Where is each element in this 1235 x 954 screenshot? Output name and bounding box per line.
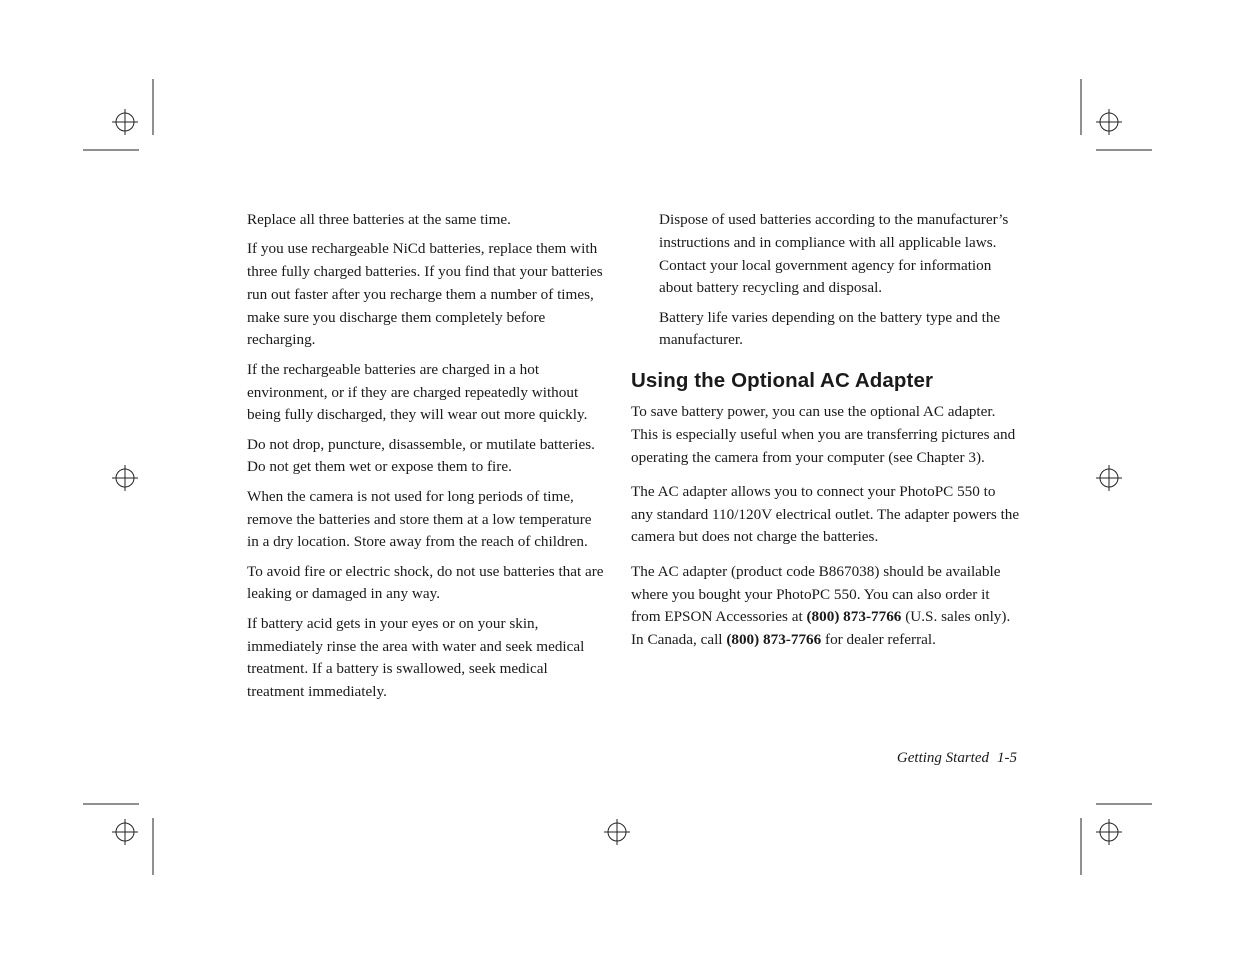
paragraph: Replace all three batteries at the same time. — [247, 211, 511, 228]
section-heading: Using the Optional AC Adapter — [631, 369, 934, 392]
paragraph: To avoid fire or electric shock, do not use batteries that are leaking or damaged in any way. — [247, 562, 604, 603]
paragraph: If the rechargeable batteries are charged in a hot environment, or if they are charged repeatedly without being fully discharged, they will wear out more quickly. — [247, 360, 588, 424]
paragraph: To save battery power, you can use the optional AC adapter. This is especially useful when you are transferring pictures and operating the camera from your computer (see Chapter 3). — [631, 403, 1016, 466]
paragraph: When the camera is not used for long periods of time, remove the batteries and store them at a low temperature in a dry location. Store away from the reach of children. — [247, 487, 592, 551]
paragraph: If you use rechargeable NiCd batteries, replace them with three fully charged batteries. If you find that your batteries run out faster after you recharge them a number of times, make sure you discharge them completely before recharging. — [247, 240, 603, 349]
text-run: for dealer referral. — [821, 631, 936, 649]
paragraph: Battery life varies depending on the battery type and the manufacturer. — [659, 308, 1001, 349]
left-column — [247, 209, 607, 710]
paragraph: The AC adapter allows you to connect your PhotoPC 550 to any standard 110/120V electrical outlet. The adapter powers the camera but does not charge the batteries. — [631, 482, 1020, 546]
phone-number: (800) 873-7766 — [726, 631, 822, 649]
page-number: 1-5 — [997, 750, 1017, 766]
right-column-notes — [659, 209, 1019, 359]
phone-number: (800) 873-7766 — [806, 608, 902, 626]
text-run: The AC adapter (product code B867038) should be available where you bought your PhotoPC 550. You can also order it from EPSON Accessories at — [631, 562, 1001, 626]
footer-section-title: Getting Started — [896, 750, 989, 766]
paragraph: Do not drop, puncture, disassemble, or mutilate batteries. Do not get them wet or expose them to fire. — [247, 435, 595, 476]
paragraph — [631, 561, 1021, 652]
paragraph: If battery acid gets in your eyes or on your skin, immediately rinse the area with water and seek medical treatment. If a battery is swallowed, seek medical treatment immediately. — [247, 614, 585, 701]
text-run: (U.S. sales only). In Canada, call — [631, 608, 1011, 649]
paragraph: Dispose of used batteries according to the manufacturer’s instructions and in compliance with all applicable laws. Contact your local government agency for information about battery recycling and disposal. — [659, 211, 1009, 297]
right-column-body — [631, 401, 1021, 663]
page-footer — [897, 750, 1017, 767]
